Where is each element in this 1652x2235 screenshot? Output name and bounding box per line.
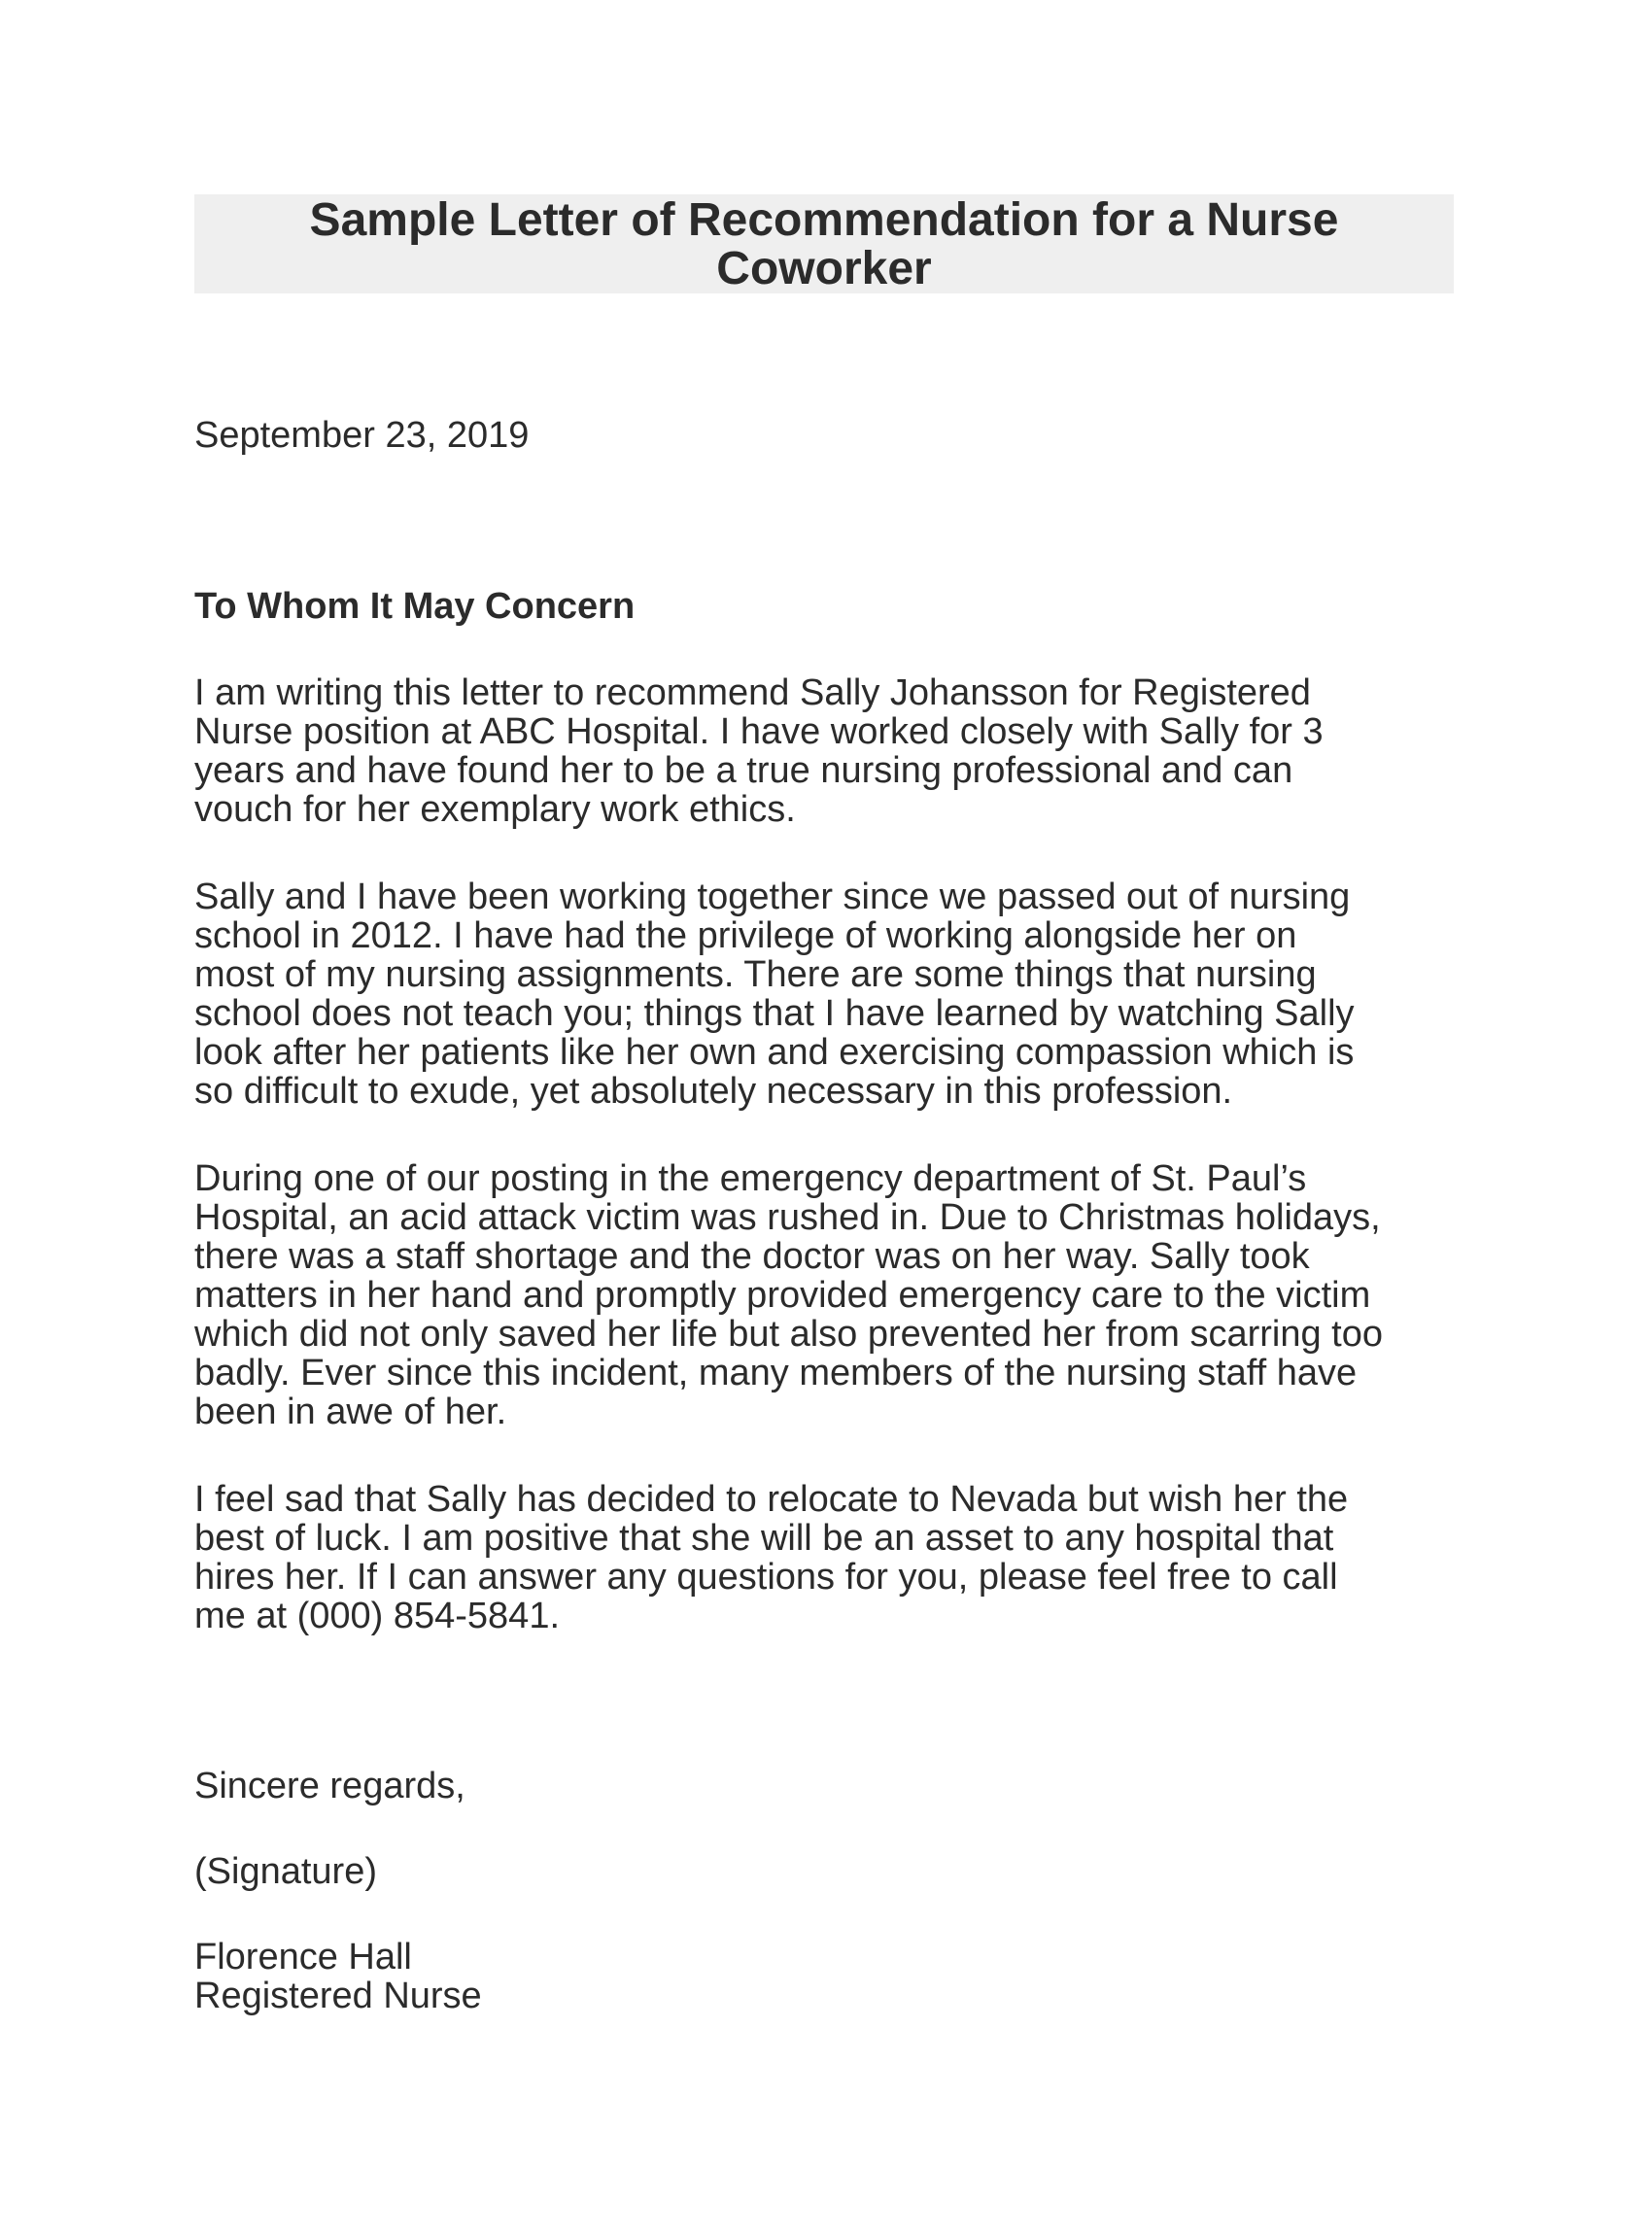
paragraph-1 xyxy=(194,673,1458,829)
title-line-2: Coworker xyxy=(716,243,932,294)
paragraph-3 xyxy=(194,1159,1458,1431)
paragraph-line: hires her. If I can answer any questions for you, please feel free to call xyxy=(194,1557,1338,1598)
paragraph-line: been in awe of her. xyxy=(194,1392,507,1432)
paragraph-line: school does not teach you; things that I have learned by watching Sally xyxy=(194,993,1355,1034)
signature-placeholder: (Signature) xyxy=(194,1851,377,1892)
paragraph-line: which did not only saved her life but also prevented her from scarring too xyxy=(194,1314,1383,1355)
paragraph-line: best of luck. I am positive that she will be an asset to any hospital that xyxy=(194,1518,1334,1559)
paragraph-line: Hospital, an acid attack victim was rushed in. Due to Christmas holidays, xyxy=(194,1197,1381,1238)
title-banner xyxy=(194,194,1454,293)
paragraph-line: I feel sad that Sally has decided to relocate to Nevada but wish her the xyxy=(194,1479,1349,1520)
paragraph-line: matters in her hand and promptly provided emergency care to the victim xyxy=(194,1275,1371,1316)
paragraph-line: there was a staff shortage and the doctor was on her way. Sally took xyxy=(194,1236,1310,1277)
paragraph-line: most of my nursing assignments. There are some things that nursing xyxy=(194,954,1317,995)
paragraph-line: badly. Ever since this incident, many members of the nursing staff have xyxy=(194,1353,1358,1393)
paragraph-line: Nurse position at ABC Hospital. I have worked closely with Sally for 3 xyxy=(194,711,1324,752)
paragraph-line: I am writing this letter to recommend Sally Johansson for Registered xyxy=(194,672,1311,713)
title-line-1: Sample Letter of Recommendation for a Nurse xyxy=(309,194,1339,246)
paragraph-line: years and have found her to be a true nursing professional and can xyxy=(194,750,1293,791)
page-title xyxy=(194,194,1454,293)
paragraph-4 xyxy=(194,1480,1458,1635)
closing: Sincere regards, xyxy=(194,1766,465,1806)
paragraph-line: Sally and I have been working together since we passed out of nursing xyxy=(194,877,1351,917)
paragraph-line: me at (000) 854-5841. xyxy=(194,1596,561,1636)
signer-block xyxy=(194,1938,1458,2015)
paragraph-line: look after her patients like her own and exercising compassion which is xyxy=(194,1032,1355,1073)
signer-name: Florence Hall xyxy=(194,1937,412,1977)
paragraph-line: so difficult to exude, yet absolutely necessary in this profession. xyxy=(194,1071,1233,1112)
paragraph-line: vouch for her exemplary work ethics. xyxy=(194,789,796,830)
paragraph-line: During one of our posting in the emergency department of St. Paul’s xyxy=(194,1158,1307,1199)
letter-date: September 23, 2019 xyxy=(194,415,530,456)
salutation: To Whom It May Concern xyxy=(194,586,636,627)
signer-title: Registered Nurse xyxy=(194,1976,482,2016)
paragraph-line: school in 2012. I have had the privilege of working alongside her on xyxy=(194,915,1297,956)
paragraph-2 xyxy=(194,877,1458,1111)
